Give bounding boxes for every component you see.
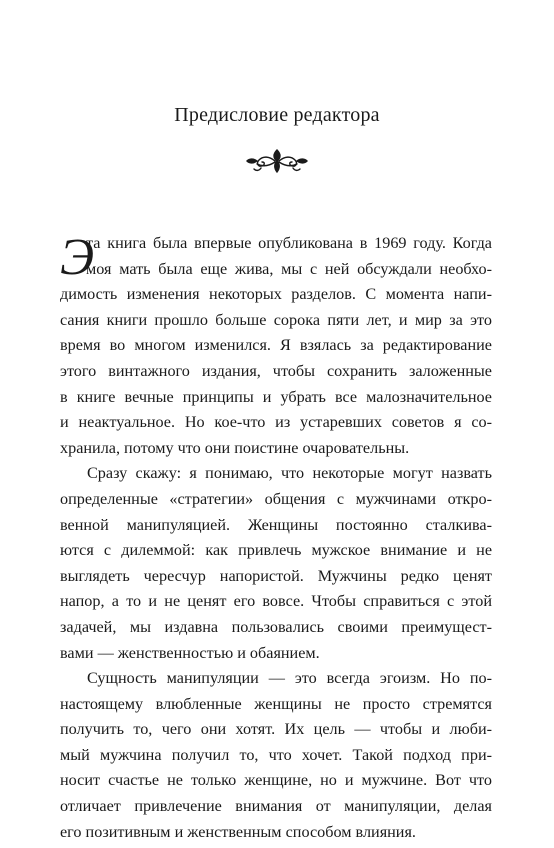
text-line: напор, а то и не ценят его вовсе. Чтобы справиться с этой: [60, 592, 492, 611]
text-line: носит счастье не только женщине, но и мужчине. Вот что: [60, 771, 492, 790]
text-line: получить то, чего они хотят. Их цель — чтобы и люби-: [60, 720, 492, 739]
text-line: мый мужчина получил то, что хочет. Такой подход при-: [60, 745, 492, 764]
body-text: [60, 231, 492, 845]
text-line: вами — женственностью и обаянием.: [60, 643, 320, 662]
paragraph-1: [60, 231, 492, 461]
text-line: и неактуальное. Но кое-что из устаревших советов я со-: [60, 413, 492, 432]
text-line: время во многом изменился. Я взялась за редактирование: [60, 336, 492, 355]
text-line: задачей, мы издавна пользовались своими преимущест-: [60, 617, 492, 636]
text-line: венной манипуляцией. Женщины постоянно сталкива-: [60, 515, 492, 534]
text-line: та книга была впервые опубликована в 1969 году. Когда: [86, 234, 492, 252]
text-line: моя мать была еще жива, мы с ней обсуждали необхо-: [86, 259, 492, 278]
paragraph-3: [60, 666, 492, 845]
text-line: определенные «стратегии» общения с мужчинами откро-: [60, 489, 492, 508]
page-title: Предисловие редактора: [174, 104, 380, 126]
fleuron-ornament-icon: [237, 146, 317, 176]
text-line: хранила, потому что они поистине очаровательны.: [60, 438, 410, 457]
text-line: димость изменения некоторых разделов. С момента напи-: [60, 285, 492, 304]
text-line: ются с дилеммой: как привлечь мужское внимание и не: [60, 541, 492, 560]
text-line: Сущность манипуляции — это всегда эгоизм. Но по-: [87, 669, 492, 688]
text-line: выглядеть чересчур напористой. Мужчины редко ценят: [60, 566, 492, 585]
text-line: отличает привлечение внимания от манипуляции, делая: [60, 797, 492, 816]
drop-cap: Э: [60, 229, 95, 286]
text-line: Сразу скажу: я понимаю, что некоторые могут назвать: [87, 464, 492, 483]
text-line: настоящему влюбленные женщины не просто стремятся: [60, 694, 492, 713]
text-line: этого винтажного издания, чтобы сохранить заложенные: [60, 361, 492, 380]
text-line: в книге вечные принципы и убрать все малозначительное: [60, 387, 492, 406]
text-line: его позитивным и женственным способом влияния.: [60, 822, 416, 841]
text-line: сания книги прошло больше сорока пяти лет, и мир за это: [60, 310, 492, 329]
paragraph-2: [60, 461, 492, 666]
